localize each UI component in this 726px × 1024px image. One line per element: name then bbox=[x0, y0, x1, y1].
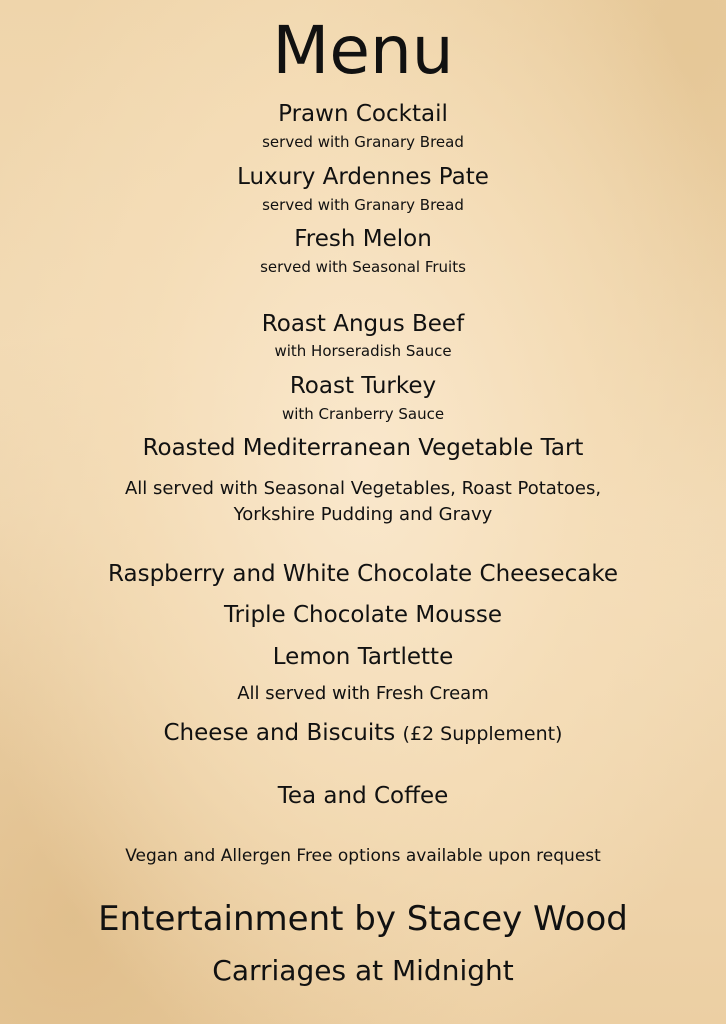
main-detail: with Cranberry Sauce bbox=[281, 405, 445, 423]
drinks: Tea and Coffee bbox=[277, 783, 449, 809]
entertainment: Entertainment by Stacey Wood bbox=[98, 899, 628, 939]
starter-name: Luxury Ardennes Pate bbox=[237, 164, 489, 190]
dessert-name: Lemon Tartlette bbox=[272, 644, 454, 670]
dietary-note: Vegan and Allergen Free options available upon request bbox=[125, 846, 601, 866]
cheese-supplement: (£2 Supplement) bbox=[402, 723, 563, 745]
dessert-name: Raspberry and White Chocolate Cheesecake bbox=[108, 561, 618, 587]
carriages: Carriages at Midnight bbox=[212, 954, 514, 987]
main-name: Roasted Mediterranean Vegetable Tart bbox=[142, 435, 584, 461]
menu-title: Menu bbox=[272, 12, 454, 89]
cheese-name: Cheese and Biscuits bbox=[163, 720, 396, 746]
starter-name: Prawn Cocktail bbox=[278, 101, 448, 127]
main-name: Roast Angus Beef bbox=[261, 311, 465, 337]
mains-note: All served with Seasonal Vegetables, Roast Potatoes, bbox=[124, 478, 602, 499]
starter-detail: served with Seasonal Fruits bbox=[260, 258, 466, 276]
main-detail: with Horseradish Sauce bbox=[274, 342, 452, 360]
cheese-line bbox=[0, 719, 726, 748]
starter-detail: served with Granary Bread bbox=[262, 133, 464, 151]
starter-detail: served with Granary Bread bbox=[262, 196, 464, 214]
desserts-note: All served with Fresh Cream bbox=[237, 683, 489, 704]
main-name: Roast Turkey bbox=[289, 373, 437, 399]
dessert-name: Triple Chocolate Mousse bbox=[224, 602, 502, 628]
starter-name: Fresh Melon bbox=[294, 226, 432, 252]
mains-note: Yorkshire Pudding and Gravy bbox=[233, 504, 493, 525]
